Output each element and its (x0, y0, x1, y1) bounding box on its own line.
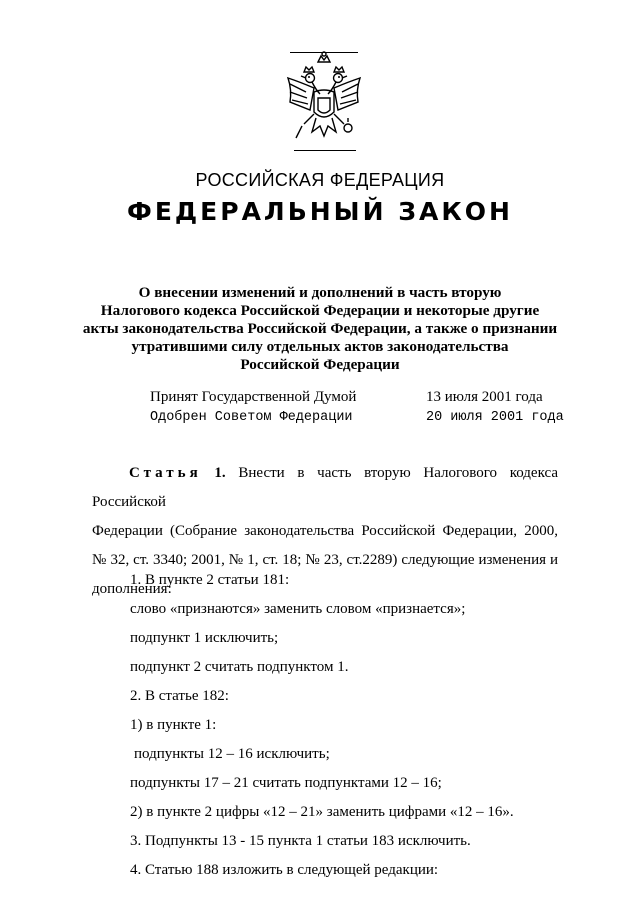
adoption-date: 13 июля 2001 года (426, 389, 543, 405)
article-number: 1. (214, 465, 226, 481)
list-item: 2) в пункте 2 цифры «12 – 21» заменить цифрами «12 – 16». (130, 804, 514, 820)
list-item: слово «признаются» заменить словом «признается»; (130, 601, 466, 617)
title-line: утратившими силу отдельных актов законодательства (131, 338, 509, 355)
law-title (80, 284, 560, 374)
document-type: ФЕДЕРАЛЬНЫЙ ЗАКОН (127, 197, 513, 226)
article-text-continued: Федерации (Собрание законодательства Российской Федерации, 2000, № 32, ст. 3340; 2001, № 1, ст. 18; № 23, ст.2289) следующие изменения и дополнения: (92, 523, 558, 597)
list-item: подпункт 2 считать подпунктом 1. (130, 659, 349, 675)
list-item: 3. Подпункты 13 - 15 пункта 1 статьи 183 исключить. (130, 833, 471, 849)
adoption-date: 20 июля 2001 года (426, 410, 564, 425)
title-line: Российской Федерации (240, 356, 400, 373)
article-1-first-line (92, 459, 558, 517)
list-item: подпункты 12 – 16 исключить; (134, 746, 330, 762)
list-item: подпункты 17 – 21 считать подпунктами 12 – 16; (130, 775, 442, 791)
title-line: акты законодательства Российской Федерации, а также о признании (82, 320, 558, 337)
article-text: Внести в часть вторую Налогового кодекса Российской (92, 465, 559, 510)
list-item: подпункт 1 исключить; (130, 630, 279, 646)
list-item: 2. В статье 182: (130, 688, 229, 704)
list-item: 4. Статью 188 изложить в следующей редакции: (130, 862, 439, 878)
country-name: РОССИЙСКАЯ ФЕДЕРАЦИЯ (195, 170, 445, 190)
list-item: 1. В пункте 2 статьи 181: (130, 572, 290, 588)
article-label: Статья (129, 465, 202, 481)
title-line: О внесении изменений и дополнений в часть вторую (138, 284, 502, 301)
coat-of-arms-icon (276, 48, 372, 156)
adoption-org: Одобрен Советом Федерации (150, 410, 353, 425)
adoption-org: Принят Государственной Думой (150, 389, 357, 405)
list-item: 1) в пункте 1: (130, 717, 217, 733)
title-line: Налогового кодекса Российской Федерации и некоторые другие (100, 302, 540, 319)
